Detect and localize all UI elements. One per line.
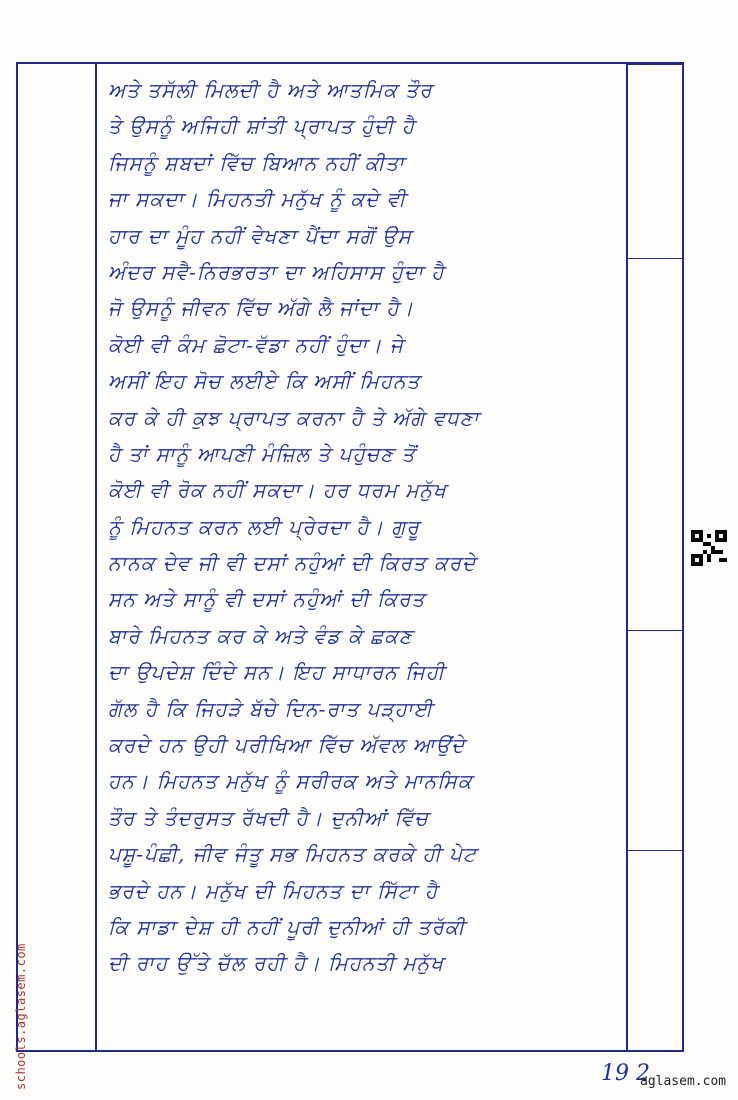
handwritten-line: ਪਸ਼ੂ-ਪੰਛੀ, ਜੀਵ ਜੰਤੂ ਸਭ ਮਿਹਨਤ ਕਰਕੇ ਹੀ ਪੇਟ xyxy=(108,842,477,867)
handwritten-line: ਸਨ ਅਤੇ ਸਾਨੂੰ ਵੀ ਦਸਾਂ ਨਹੁੰਆਂ ਦੀ ਕਿਰਤ xyxy=(108,587,426,612)
handwritten-line: ਨੂੰ ਮਿਹਨਤ ਕਰਨ ਲਈ ਪ੍ਰੇਰਦਾ ਹੈ। ਗੁਰੂ xyxy=(108,514,420,539)
handwritten-line: ਹਨ। ਮਿਹਨਤ ਮਨੁੱਖ ਨੂੰ ਸਰੀਰਕ ਅਤੇ ਮਾਨਸਿਕ xyxy=(108,769,473,794)
handwritten-line: ਕੋਈ ਵੀ ਕੰਮ ਛੋਟਾ-ਵੱਡਾ ਨਹੀਂ ਹੁੰਦਾ। ਜੇ xyxy=(108,332,404,357)
page-number: 19 2 xyxy=(601,1061,650,1086)
handwritten-line: ਅਸੀਂ ਇਹ ਸੋਚ ਲਈਏ ਕਿ ਅਸੀਂ ਮਿਹਨਤ xyxy=(108,369,421,394)
handwritten-line: ਕਰ ਕੇ ਹੀ ਕੁਝ ਪ੍ਰਾਪਤ ਕਰਨਾ ਹੈ ਤੇ ਅੱਗੇ ਵਧਣਾ xyxy=(108,405,480,430)
handwritten-line: ਜਿਸਨੂੰ ਸ਼ਬਦਾਂ ਵਿੱਚ ਬਿਆਨ ਨਹੀਂ ਕੀਤਾ xyxy=(108,150,405,175)
handwritten-line: ਹੈ ਤਾਂ ਸਾਨੂੰ ਆਪਣੀ ਮੰਜ਼ਿਲ ਤੇ ਪਹੁੰਚਣ ਤੋਂ xyxy=(108,441,416,466)
handwritten-line: ਬਾਰੇ ਮਿਹਨਤ ਕਰ ਕੇ ਅਤੇ ਵੰਡ ਕੇ ਛਕਣ xyxy=(108,623,413,648)
handwritten-line: ਜਾ ਸਕਦਾ। ਮਿਹਨਤੀ ਮਨੁੱਖ ਨੂੰ ਕਦੇ ਵੀ xyxy=(108,187,407,212)
right-margin-rule xyxy=(626,630,684,631)
handwritten-line: ਤੇ ਉਸਨੂੰ ਅਜਿਹੀ ਸ਼ਾਂਤੀ ਪ੍ਰਾਪਤ ਹੁੰਦੀ ਹੈ xyxy=(108,114,416,139)
side-watermark: schools.aglasem.com xyxy=(14,943,28,1090)
bottom-watermark: aglasem.com xyxy=(640,1074,727,1089)
handwritten-line: ਕੋਈ ਵੀ ਰੋਕ ਨਹੀਂ ਸਕਦਾ। ਹਰ ਧਰਮ ਮਨੁੱਖ xyxy=(108,478,447,503)
handwritten-line: ਦਾ ਉਪਦੇਸ਼ ਦਿੰਦੇ ਸਨ। ਇਹ ਸਾਧਾਰਨ ਜਿਹੀ xyxy=(108,660,445,685)
handwritten-line: ਅੰਦਰ ਸਵੈ-ਨਿਰਭਰਤਾ ਦਾ ਅਹਿਸਾਸ ਹੁੰਦਾ ਹੈ xyxy=(108,259,445,284)
handwritten-line: ਤੌਰ ਤੇ ਤੰਦਰੁਸਤ ਰੱਖਦੀ ਹੈ। ਦੁਨੀਆਂ ਵਿੱਚ xyxy=(108,805,429,830)
qr-code-icon xyxy=(691,530,727,566)
handwritten-essay-text xyxy=(108,72,628,982)
handwritten-line: ਕਰਦੇ ਹਨ ਉਹੀ ਪਰੀਖਿਆ ਵਿੱਚ ਅੱਵਲ ਆਉਂਦੇ xyxy=(108,733,466,758)
left-margin-line xyxy=(95,64,97,1050)
handwritten-line: ਅਤੇ ਤਸੱਲੀ ਮਿਲਦੀ ਹੈ ਅਤੇ ਆਤਮਿਕ ਤੌਰ xyxy=(108,78,433,102)
right-margin-rule xyxy=(626,850,684,851)
handwritten-line: ਗੱਲ ਹੈ ਕਿ ਜਿਹੜੇ ਬੱਚੇ ਦਿਨ-ਰਾਤ ਪੜ੍ਹਾਈ xyxy=(108,696,434,721)
handwritten-line: ਭਰਦੇ ਹਨ। ਮਨੁੱਖ ਦੀ ਮਿਹਨਤ ਦਾ ਸਿੱਟਾ ਹੈ xyxy=(108,878,438,903)
handwritten-line: ਜੋ ਉਸਨੂੰ ਜੀਵਨ ਵਿੱਚ ਅੱਗੇ ਲੈ ਜਾਂਦਾ ਹੈ। xyxy=(108,296,414,321)
handwritten-line: ਕਿ ਸਾਡਾ ਦੇਸ਼ ਹੀ ਨਹੀਂ ਪੂਰੀ ਦੁਨੀਆਂ ਹੀ ਤਰੱਕੀ xyxy=(108,914,466,939)
handwritten-line: ਹਾਰ ਦਾ ਮੂੰਹ ਨਹੀਂ ਵੇਖਣਾ ਪੈਂਦਾ ਸਗੋਂ ਉਸ xyxy=(108,223,412,248)
handwritten-line: ਦੀ ਰਾਹ ਉੱਤੇ ਚੱਲ ਰਹੀ ਹੈ। ਮਿਹਨਤੀ ਮਨੁੱਖ xyxy=(108,951,444,976)
right-margin-rule xyxy=(626,258,684,259)
right-margin-rule xyxy=(626,64,684,65)
handwritten-line: ਨਾਨਕ ਦੇਵ ਜੀ ਵੀ ਦਸਾਂ ਨਹੁੰਆਂ ਦੀ ਕਿਰਤ ਕਰਦੇ xyxy=(108,551,477,576)
